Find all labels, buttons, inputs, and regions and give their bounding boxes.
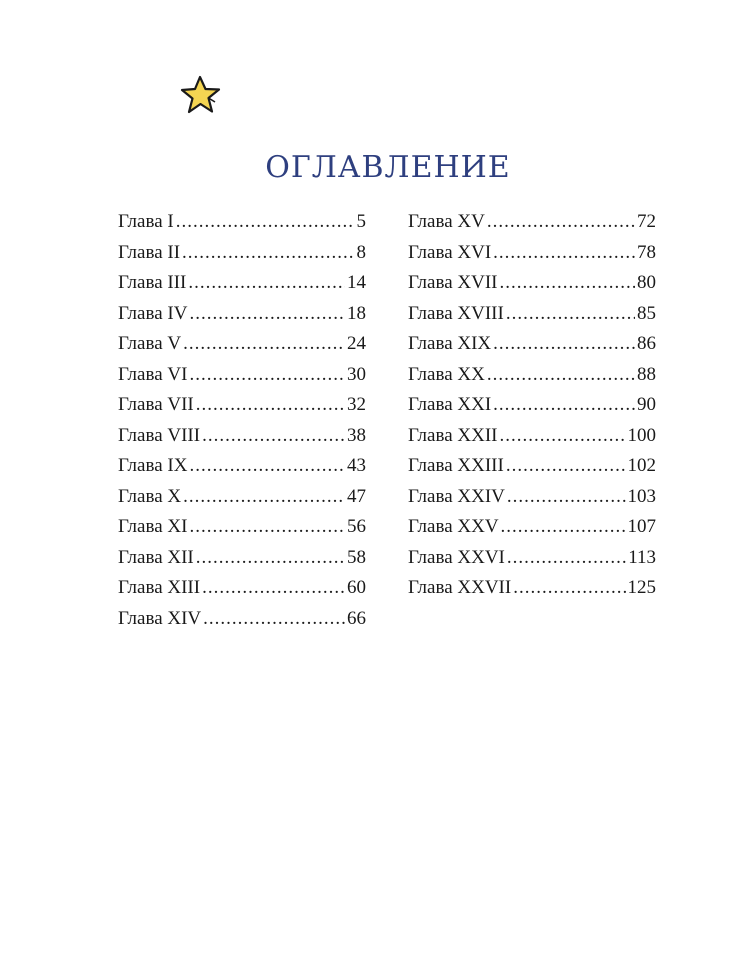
dot-leader bbox=[202, 425, 345, 447]
dot-leader bbox=[493, 333, 635, 355]
dot-leader bbox=[183, 486, 345, 508]
toc-entry[interactable] bbox=[118, 547, 366, 578]
toc-entry[interactable] bbox=[118, 303, 366, 334]
dot-leader bbox=[493, 242, 635, 264]
page-number: 14 bbox=[347, 272, 366, 293]
chapter-label: Глава XXII bbox=[408, 424, 498, 446]
chapter-label: Глава XX bbox=[408, 363, 485, 385]
page-number: 113 bbox=[628, 546, 656, 568]
star-icon bbox=[178, 74, 224, 118]
chapter-label: Глава IV bbox=[118, 302, 188, 324]
toc-entry[interactable] bbox=[118, 486, 366, 517]
page-number: 8 bbox=[356, 241, 366, 263]
chapter-label: Глава III bbox=[118, 272, 187, 293]
dot-leader bbox=[507, 486, 626, 508]
page-number: 125 bbox=[627, 577, 656, 598]
toc-entry[interactable] bbox=[408, 272, 656, 303]
chapter-label: Глава XXVII bbox=[408, 577, 512, 598]
toc-column-left bbox=[118, 211, 366, 638]
dot-leader bbox=[487, 211, 635, 233]
page-number: 58 bbox=[347, 546, 366, 568]
toc-entry[interactable] bbox=[408, 364, 656, 395]
chapter-label: Глава IX bbox=[118, 455, 188, 476]
chapter-label: Глава VII bbox=[118, 394, 194, 415]
dot-leader bbox=[203, 608, 345, 630]
dot-leader bbox=[189, 303, 345, 325]
dot-leader bbox=[499, 272, 635, 294]
page-number: 66 bbox=[347, 607, 366, 629]
toc-entry[interactable] bbox=[408, 547, 656, 578]
dot-leader bbox=[507, 547, 626, 569]
page-number: 103 bbox=[627, 485, 656, 507]
toc-entry[interactable] bbox=[118, 394, 366, 425]
dot-leader bbox=[189, 364, 345, 386]
page-number: 38 bbox=[347, 424, 366, 446]
page-number: 107 bbox=[627, 516, 656, 537]
toc-entry[interactable] bbox=[408, 455, 656, 486]
chapter-label: Глава II bbox=[118, 241, 181, 263]
chapter-label: Глава XI bbox=[118, 516, 188, 537]
toc-entry[interactable] bbox=[408, 577, 656, 608]
page-number: 43 bbox=[347, 455, 366, 476]
page-number: 102 bbox=[627, 455, 656, 476]
toc-entry[interactable] bbox=[408, 486, 656, 517]
dot-leader bbox=[196, 547, 345, 569]
toc-entry[interactable] bbox=[118, 242, 366, 273]
toc-entry[interactable] bbox=[408, 242, 656, 273]
chapter-label: Глава XXVI bbox=[408, 546, 505, 568]
page-number: 86 bbox=[637, 333, 656, 354]
dot-leader bbox=[501, 516, 626, 538]
chapter-label: Глава XIX bbox=[408, 333, 492, 354]
chapter-label: Глава XXIV bbox=[408, 485, 505, 507]
toc-entry[interactable] bbox=[118, 364, 366, 395]
chapter-label: Глава XIII bbox=[118, 577, 201, 598]
toc-entry[interactable] bbox=[408, 211, 656, 242]
dot-leader bbox=[189, 516, 345, 538]
dot-leader bbox=[499, 425, 625, 447]
toc-column-right bbox=[408, 211, 656, 608]
dot-leader bbox=[493, 394, 635, 416]
chapter-label: Глава V bbox=[118, 333, 182, 354]
dot-leader bbox=[183, 333, 345, 355]
chapter-label: Глава XII bbox=[118, 546, 194, 568]
dot-leader bbox=[202, 577, 345, 599]
page-number: 18 bbox=[347, 302, 366, 324]
toc-entry[interactable] bbox=[118, 608, 366, 639]
page-number: 32 bbox=[347, 394, 366, 415]
chapter-label: Глава XXIII bbox=[408, 455, 504, 476]
dot-leader bbox=[196, 394, 345, 416]
page-number: 60 bbox=[347, 577, 366, 598]
chapter-label: Глава X bbox=[118, 485, 182, 507]
toc-entry[interactable] bbox=[118, 425, 366, 456]
toc-entry[interactable] bbox=[118, 455, 366, 486]
dot-leader bbox=[513, 577, 625, 599]
toc-entry[interactable] bbox=[118, 333, 366, 364]
chapter-label: Глава XVI bbox=[408, 241, 492, 263]
toc-entry[interactable] bbox=[408, 394, 656, 425]
dot-leader bbox=[506, 455, 626, 477]
dot-leader bbox=[176, 211, 355, 233]
chapter-label: Глава XXI bbox=[408, 394, 492, 415]
page-number: 90 bbox=[637, 394, 656, 415]
toc-entry[interactable] bbox=[118, 516, 366, 547]
dot-leader bbox=[182, 242, 354, 264]
page-number: 5 bbox=[356, 211, 366, 232]
toc-entry[interactable] bbox=[118, 577, 366, 608]
page-number: 47 bbox=[347, 485, 366, 507]
page-number: 88 bbox=[637, 363, 656, 385]
chapter-label: Глава VI bbox=[118, 363, 188, 385]
toc-entry[interactable] bbox=[408, 425, 656, 456]
page-title: ОГЛАВЛЕНИЕ bbox=[265, 150, 511, 185]
chapter-label: Глава VIII bbox=[118, 424, 201, 446]
chapter-label: Глава I bbox=[118, 211, 174, 232]
toc-entry[interactable] bbox=[118, 272, 366, 303]
toc-entry[interactable] bbox=[408, 333, 656, 364]
chapter-label: Глава XVII bbox=[408, 272, 498, 293]
dot-leader bbox=[487, 364, 635, 386]
chapter-label: Глава XIV bbox=[118, 607, 202, 629]
dot-leader bbox=[189, 455, 345, 477]
page-number: 85 bbox=[637, 302, 656, 324]
toc-entry[interactable] bbox=[408, 303, 656, 334]
page-number: 72 bbox=[637, 211, 656, 232]
chapter-label: Глава XXV bbox=[408, 516, 499, 537]
page-number: 78 bbox=[637, 241, 656, 263]
toc-entry[interactable] bbox=[118, 211, 366, 242]
dot-leader bbox=[506, 303, 635, 325]
page-number: 24 bbox=[347, 333, 366, 354]
dot-leader bbox=[188, 272, 345, 294]
page-number: 56 bbox=[347, 516, 366, 537]
chapter-label: Глава XVIII bbox=[408, 302, 504, 324]
toc-entry[interactable] bbox=[408, 516, 656, 547]
page-number: 100 bbox=[627, 424, 656, 446]
chapter-label: Глава XV bbox=[408, 211, 485, 232]
page-number: 30 bbox=[347, 363, 366, 385]
page-number: 80 bbox=[637, 272, 656, 293]
